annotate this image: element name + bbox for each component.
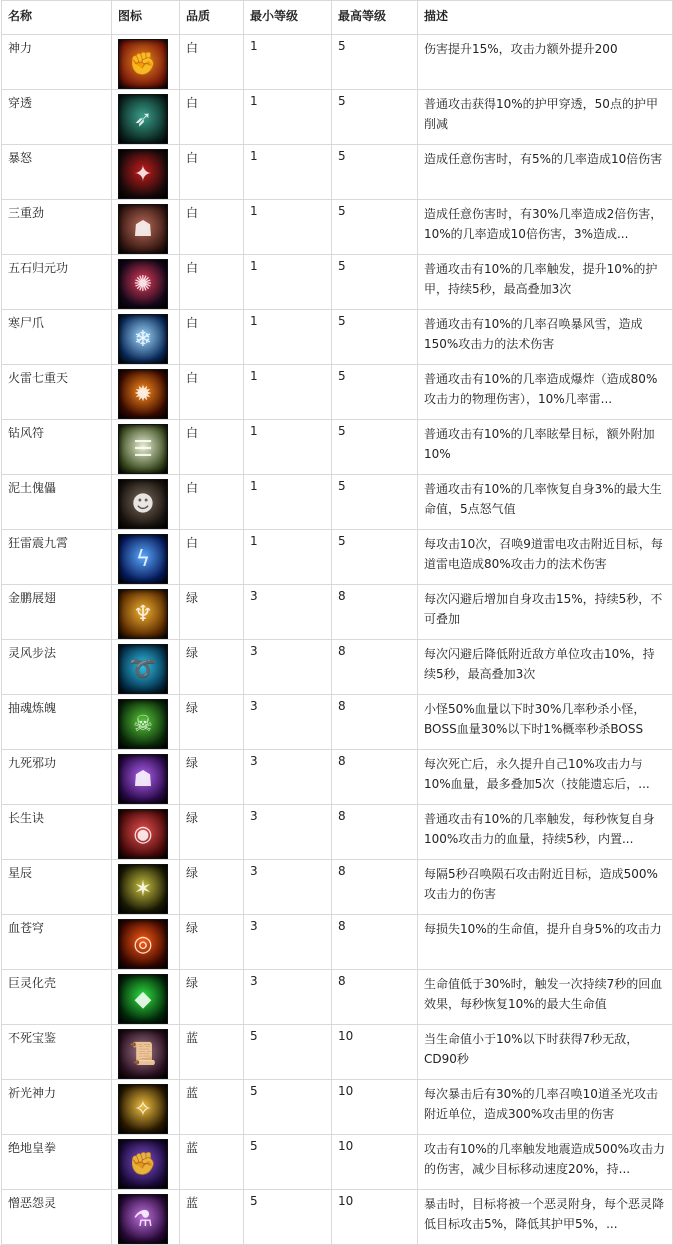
skill-icon-cell: [112, 970, 180, 1025]
skill-min-level: 1: [244, 365, 332, 420]
meteor-icon: [118, 864, 168, 914]
skill-max-level: 10: [332, 1190, 418, 1245]
golden-wings-glyph: ♆: [133, 601, 153, 627]
skill-min-level: 1: [244, 255, 332, 310]
skill-max-level: 5: [332, 200, 418, 255]
skill-description: 普通攻击有10%的几率触发，提升10%的护甲，持续5秒，最高叠加3次: [424, 262, 658, 296]
skill-quality: 绿: [180, 585, 244, 640]
skill-icon-cell: [112, 915, 180, 970]
table-header: [2, 1, 673, 35]
skill-icon-cell: [112, 475, 180, 530]
skill-name: 灵风步法: [2, 640, 112, 695]
skill-name: 暴怒: [2, 145, 112, 200]
table-row: [2, 365, 673, 420]
skill-icon-cell: [112, 145, 180, 200]
skill-max-level: 5: [332, 365, 418, 420]
table-row: [2, 1025, 673, 1080]
skill-description-cell: [418, 695, 673, 750]
rage-glyph: ✦: [133, 161, 153, 187]
skill-icon-cell: [112, 365, 180, 420]
skill-max-level: 8: [332, 860, 418, 915]
skill-name: 金鹏展翅: [2, 585, 112, 640]
lightning-glyph: ϟ: [135, 546, 151, 572]
skill-description-cell: [418, 805, 673, 860]
table-row: [2, 310, 673, 365]
skill-description-cell: [418, 915, 673, 970]
skill-description: 每隔5秒召唤陨石攻击附近目标，造成500%攻击力的伤害: [424, 867, 658, 901]
talisman-glyph: ☰: [133, 436, 153, 462]
skill-icon-cell: [112, 530, 180, 585]
skill-min-level: 3: [244, 585, 332, 640]
skill-max-level: 8: [332, 585, 418, 640]
skill-max-level: 8: [332, 805, 418, 860]
fire-thunder-glyph: ✹: [133, 381, 153, 407]
skill-max-level: 8: [332, 640, 418, 695]
fire-thunder-icon: [118, 369, 168, 419]
skill-quality: 白: [180, 200, 244, 255]
pierce-glyph: ➶: [133, 106, 153, 132]
skill-icon-cell: [112, 200, 180, 255]
skill-name: 五石归元功: [2, 255, 112, 310]
holy-light-icon: [118, 1084, 168, 1134]
skill-quality: 绿: [180, 915, 244, 970]
skill-min-level: 1: [244, 310, 332, 365]
skill-min-level: 1: [244, 35, 332, 90]
skill-quality: 蓝: [180, 1080, 244, 1135]
skill-name: 钻风符: [2, 420, 112, 475]
skill-min-level: 1: [244, 530, 332, 585]
skill-max-level: 8: [332, 695, 418, 750]
skill-name: 绝地皇拳: [2, 1135, 112, 1190]
table-row: [2, 1190, 673, 1245]
skill-quality: 绿: [180, 695, 244, 750]
scroll-glyph: 📜: [129, 1041, 157, 1067]
eye-orb-glyph: ◉: [133, 821, 153, 847]
skill-min-level: 3: [244, 805, 332, 860]
skill-icon-cell: [112, 1080, 180, 1135]
skill-icon-cell: [112, 805, 180, 860]
header-row: [2, 1, 673, 35]
table-row: [2, 750, 673, 805]
evil-art-glyph: ☗: [133, 766, 153, 792]
skill-description: 小怪50%血量以下时30%几率秒杀小怪，BOSS血量30%以下时1%概率秒杀BOSS: [424, 702, 646, 736]
skill-description-cell: [418, 365, 673, 420]
table-row: [2, 420, 673, 475]
skill-name: 火雷七重天: [2, 365, 112, 420]
skill-description: 每攻击10次，召唤9道雷电攻击附近目标，每道雷电造成80%攻击力的法术伤害: [424, 537, 663, 571]
gauntlet-icon: [118, 1139, 168, 1189]
wind-step-glyph: ➰: [129, 656, 157, 682]
skill-min-level: 5: [244, 1190, 332, 1245]
skill-name: 神力: [2, 35, 112, 90]
soul-drain-icon: [118, 699, 168, 749]
skill-min-level: 3: [244, 695, 332, 750]
skill-name: 祈光神力: [2, 1080, 112, 1135]
rage-icon: [118, 149, 168, 199]
table-row: [2, 90, 673, 145]
skill-name: 憎恶怨灵: [2, 1190, 112, 1245]
golden-wings-icon: [118, 589, 168, 639]
muscle-glyph: ✊: [129, 51, 157, 77]
skill-icon-cell: [112, 310, 180, 365]
skill-description-cell: [418, 860, 673, 915]
skill-name: 穿透: [2, 90, 112, 145]
skill-icon-cell: [112, 640, 180, 695]
skill-min-level: 1: [244, 145, 332, 200]
header-quality: 品质: [180, 1, 244, 35]
skill-quality: 白: [180, 420, 244, 475]
skill-quality: 绿: [180, 860, 244, 915]
skill-max-level: 8: [332, 970, 418, 1025]
skill-min-level: 3: [244, 640, 332, 695]
skill-description-cell: [418, 310, 673, 365]
skill-quality: 白: [180, 255, 244, 310]
skill-description-cell: [418, 200, 673, 255]
skill-max-level: 8: [332, 750, 418, 805]
skill-icon-cell: [112, 1190, 180, 1245]
skill-quality: 白: [180, 365, 244, 420]
table-row: [2, 475, 673, 530]
evil-art-icon: [118, 754, 168, 804]
skill-description-cell: [418, 970, 673, 1025]
skill-description-cell: [418, 1080, 673, 1135]
skill-description: 每次闪避后降低附近敌方单位攻击10%，持续5秒，最高叠加3次: [424, 647, 655, 681]
potion-icon: [118, 1194, 168, 1244]
skill-description-cell: [418, 750, 673, 805]
gauntlet-glyph: ✊: [129, 1151, 157, 1177]
skill-max-level: 5: [332, 255, 418, 310]
skill-description-cell: [418, 90, 673, 145]
skill-description: 每次暴击后有30%的几率召唤10道圣光攻击附近单位，造成300%攻击里的伤害: [424, 1087, 658, 1121]
skill-quality: 白: [180, 310, 244, 365]
skills-table: [1, 0, 673, 1245]
skill-description: 造成任意伤害时，有30%几率造成2倍伤害，10%的几率造成10倍伤害，3%造成...: [424, 207, 663, 241]
skill-description: 普通攻击有10%的几率召唤暴风雪，造成150%攻击力的法术伤害: [424, 317, 643, 351]
skill-description-cell: [418, 640, 673, 695]
skill-description-cell: [418, 1025, 673, 1080]
skill-min-level: 5: [244, 1135, 332, 1190]
skill-description: 造成任意伤害时，有5%的几率造成10倍伤害: [424, 152, 663, 166]
skill-description-cell: [418, 420, 673, 475]
skill-min-level: 1: [244, 200, 332, 255]
header-icon: 图标: [112, 1, 180, 35]
table-row: [2, 640, 673, 695]
table-row: [2, 915, 673, 970]
skill-icon-cell: [112, 1135, 180, 1190]
skill-description-cell: [418, 35, 673, 90]
skill-min-level: 3: [244, 970, 332, 1025]
table-row: [2, 255, 673, 310]
skill-description: 普通攻击有10%的几率眩晕目标，额外附加10%: [424, 427, 655, 461]
blood-sky-glyph: ◎: [133, 931, 153, 957]
skill-name: 血苍穹: [2, 915, 112, 970]
five-stones-icon: [118, 259, 168, 309]
header-max-level: 最高等级: [332, 1, 418, 35]
skill-min-level: 3: [244, 750, 332, 805]
skill-description: 伤害提升15%，攻击力额外提升200: [424, 42, 618, 56]
skill-icon-cell: [112, 35, 180, 90]
skill-max-level: 5: [332, 475, 418, 530]
skill-max-level: 10: [332, 1025, 418, 1080]
table-row: [2, 200, 673, 255]
wind-step-icon: [118, 644, 168, 694]
potion-glyph: ⚗: [133, 1206, 153, 1232]
skill-min-level: 5: [244, 1025, 332, 1080]
skill-max-level: 5: [332, 35, 418, 90]
skill-quality: 绿: [180, 640, 244, 695]
five-stones-glyph: ✺: [133, 271, 153, 297]
skill-quality: 白: [180, 530, 244, 585]
table-row: [2, 585, 673, 640]
skill-quality: 白: [180, 475, 244, 530]
skill-name: 巨灵化壳: [2, 970, 112, 1025]
skill-min-level: 5: [244, 1080, 332, 1135]
skill-quality: 白: [180, 90, 244, 145]
skill-name: 狂雷震九霄: [2, 530, 112, 585]
table-row: [2, 1080, 673, 1135]
skill-max-level: 5: [332, 530, 418, 585]
pierce-icon: [118, 94, 168, 144]
skill-description-cell: [418, 1190, 673, 1245]
skill-description: 普通攻击获得10%的护甲穿透，50点的护甲削减: [424, 97, 658, 131]
skill-min-level: 1: [244, 420, 332, 475]
skill-quality: 绿: [180, 750, 244, 805]
skill-min-level: 1: [244, 475, 332, 530]
skill-description: 普通攻击有10%的几率造成爆炸（造成80%攻击力的物理伤害），10%几率雷...: [424, 372, 658, 406]
golem-icon: [118, 479, 168, 529]
skill-name: 寒尸爪: [2, 310, 112, 365]
skill-icon-cell: [112, 695, 180, 750]
skill-icon-cell: [112, 860, 180, 915]
table-row: [2, 1135, 673, 1190]
scroll-icon: [118, 1029, 168, 1079]
lightning-icon: [118, 534, 168, 584]
skill-name: 泥土傀儡: [2, 475, 112, 530]
header-description: 描述: [418, 1, 673, 35]
table-row: [2, 805, 673, 860]
skill-icon-cell: [112, 90, 180, 145]
skill-description: 每次死亡后，永久提升自己10%攻击力与10%血量，最多叠加5次（技能遗忘后，...: [424, 757, 650, 791]
skill-description-cell: [418, 530, 673, 585]
header-name: 名称: [2, 1, 112, 35]
skill-max-level: 5: [332, 420, 418, 475]
skill-name: 星辰: [2, 860, 112, 915]
eye-orb-icon: [118, 809, 168, 859]
skill-icon-cell: [112, 585, 180, 640]
holy-light-glyph: ✧: [133, 1096, 153, 1122]
skill-min-level: 1: [244, 90, 332, 145]
skill-name: 九死邪功: [2, 750, 112, 805]
skill-max-level: 8: [332, 915, 418, 970]
triple-force-icon: [118, 204, 168, 254]
soul-drain-glyph: ☠: [133, 711, 153, 737]
skill-icon-cell: [112, 420, 180, 475]
blood-sky-icon: [118, 919, 168, 969]
table-row: [2, 35, 673, 90]
skill-max-level: 5: [332, 310, 418, 365]
skill-description-cell: [418, 585, 673, 640]
skill-max-level: 5: [332, 90, 418, 145]
skill-description: 普通攻击有10%的几率触发，每秒恢复自身100%攻击力的血量，持续5秒，内置...: [424, 812, 655, 846]
skill-name: 抽魂炼魄: [2, 695, 112, 750]
skill-description: 每损失10%的生命值，提升自身5%的攻击力: [424, 922, 662, 936]
skill-icon-cell: [112, 1025, 180, 1080]
skill-description: 攻击有10%的几率触发地震造成500%攻击力的伤害，减少目标移动速度20%，持...: [424, 1142, 665, 1176]
skill-name: 长生诀: [2, 805, 112, 860]
skill-quality: 蓝: [180, 1135, 244, 1190]
green-crystal-icon: [118, 974, 168, 1024]
skill-quality: 绿: [180, 970, 244, 1025]
skill-quality: 绿: [180, 805, 244, 860]
table-row: [2, 860, 673, 915]
table-row: [2, 145, 673, 200]
skill-quality: 蓝: [180, 1190, 244, 1245]
skill-description-cell: [418, 145, 673, 200]
golem-glyph: ☻: [131, 491, 155, 517]
skill-quality: 蓝: [180, 1025, 244, 1080]
frost-claw-glyph: ❄: [133, 326, 153, 352]
skill-max-level: 10: [332, 1135, 418, 1190]
skill-icon-cell: [112, 750, 180, 805]
skill-description-cell: [418, 255, 673, 310]
skill-description: 生命值低于30%时，触发一次持续7秒的回血效果，每秒恢复10%的最大生命值: [424, 977, 663, 1011]
skill-icon-cell: [112, 255, 180, 310]
green-crystal-glyph: ◆: [134, 986, 152, 1012]
muscle-icon: [118, 39, 168, 89]
skill-description: 每次闪避后增加自身攻击15%，持续5秒，不可叠加: [424, 592, 663, 626]
table-body: [2, 35, 673, 1245]
header-min-level: 最小等级: [244, 1, 332, 35]
skill-quality: 白: [180, 35, 244, 90]
skill-description-cell: [418, 1135, 673, 1190]
skill-name: 三重劲: [2, 200, 112, 255]
table-row: [2, 695, 673, 750]
skill-max-level: 5: [332, 145, 418, 200]
skill-name: 不死宝鉴: [2, 1025, 112, 1080]
skill-max-level: 10: [332, 1080, 418, 1135]
table-row: [2, 970, 673, 1025]
meteor-glyph: ✶: [133, 876, 153, 902]
skill-description: 普通攻击有10%的几率恢复自身3%的最大生命值，5点怒气值: [424, 482, 662, 516]
skill-min-level: 3: [244, 860, 332, 915]
talisman-icon: [118, 424, 168, 474]
skill-quality: 白: [180, 145, 244, 200]
triple-force-glyph: ☗: [133, 216, 153, 242]
skill-description: 当生命值小于10%以下时获得7秒无敌，CD90秒: [424, 1032, 639, 1066]
skill-description-cell: [418, 475, 673, 530]
skill-description: 暴击时，目标将被一个恶灵附身，每个恶灵降低目标攻击5%，降低其护甲5%，...: [424, 1197, 665, 1231]
table-row: [2, 530, 673, 585]
skill-min-level: 3: [244, 915, 332, 970]
frost-claw-icon: [118, 314, 168, 364]
